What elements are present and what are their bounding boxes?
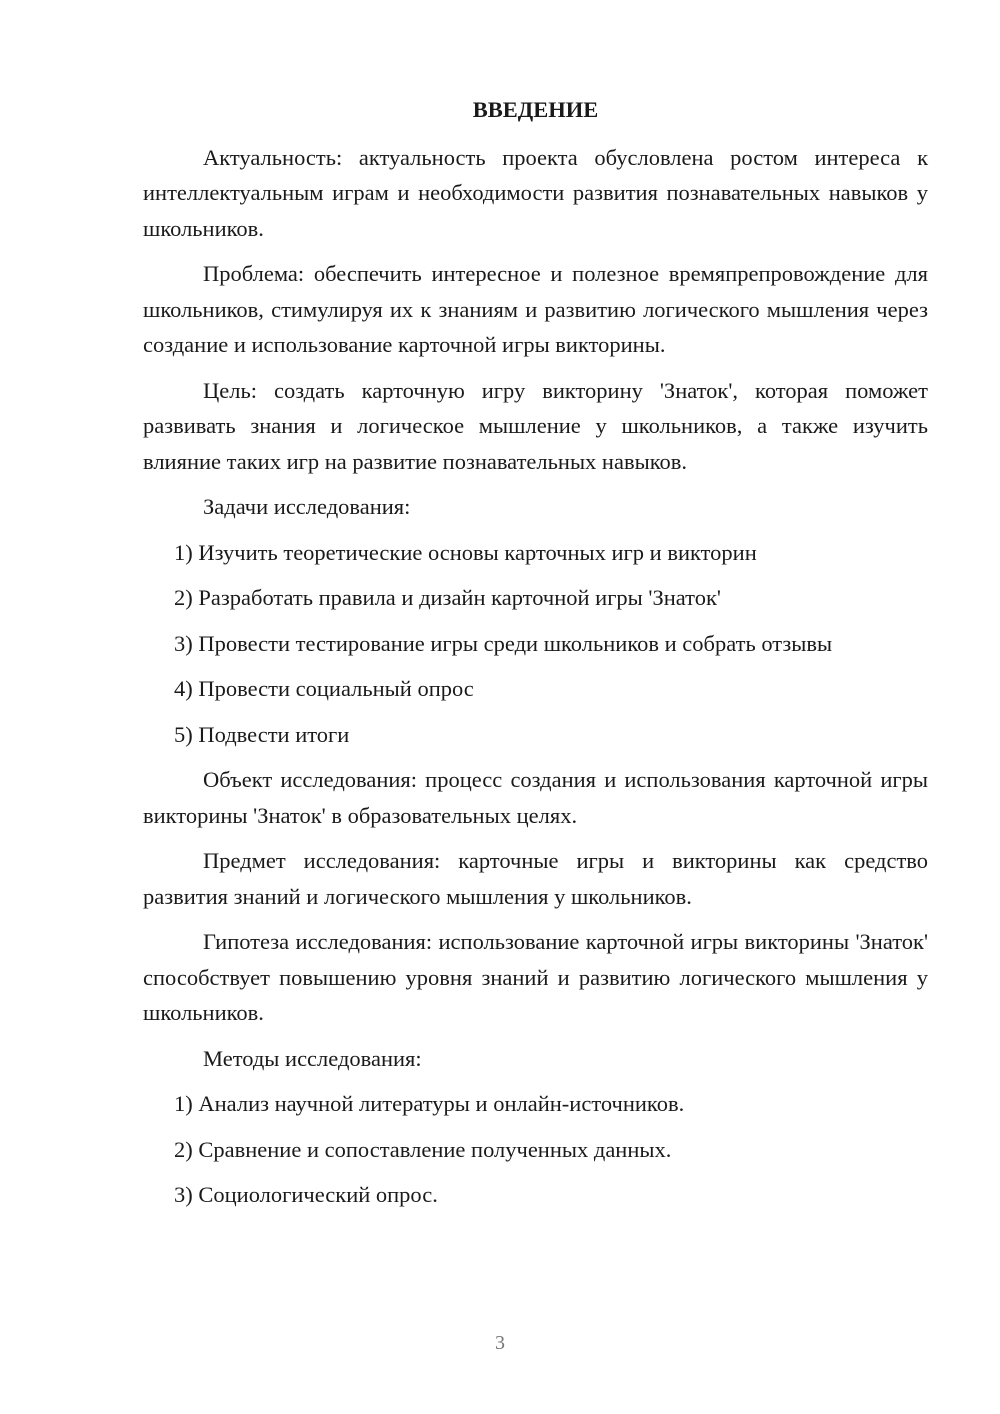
page-number: 3 bbox=[495, 1332, 505, 1354]
paragraph-problem: Проблема: обеспечить интересное и полезное времяпрепровождение для школьников, стимулируя их к знаниям и развитию логического мышления через создание и использование карточной игры викторины. bbox=[143, 261, 928, 357]
paragraph-relevance: Актуальность: актуальность проекта обусловлена ростом интереса к интеллектуальным играм и необходимости развития познавательных навыков у школьников. bbox=[143, 144, 928, 241]
methods-heading: Методы исследования: bbox=[203, 1045, 422, 1071]
methods-list bbox=[143, 1086, 928, 1213]
list-item: 2) Сравнение и сопоставление полученных данных. bbox=[174, 1136, 672, 1162]
list-item: 3) Социологический опрос. bbox=[174, 1182, 438, 1207]
tasks-heading: Задачи исследования: bbox=[203, 494, 411, 519]
tasks-list bbox=[143, 535, 928, 753]
paragraph-object: Объект исследования: процесс создания и использования карточной игры викторины 'Знаток' в образовательных целях. bbox=[143, 767, 928, 828]
list-item: 1) Изучить теоретические основы карточных игр и викторин bbox=[174, 539, 757, 565]
list-item: 5) Подвести итоги bbox=[174, 721, 350, 747]
paragraph-subject: Предмет исследования: карточные игры и викторины как средство развития знаний и логического мышления у школьников. bbox=[143, 848, 928, 909]
list-item: 4) Провести социальный опрос bbox=[174, 676, 474, 701]
paragraph-hypothesis: Гипотеза исследования: использование карточной игры викторины 'Знаток' способствует повышению уровня знаний и развитию логического мышления у школьников. bbox=[143, 929, 928, 1025]
page-content bbox=[143, 92, 928, 1223]
paragraph-goal: Цель: создать карточную игру викторину 'Знаток', которая поможет развивать знания и логическое мышление у школьников, а также изучить влияние таких игр на развитие познавательных навыков. bbox=[143, 377, 928, 474]
list-item: 3) Провести тестирование игры среди школьников и собрать отзывы bbox=[174, 630, 833, 656]
section-title: ВВЕДЕНИЕ bbox=[472, 97, 599, 122]
list-item: 2) Разработать правила и дизайн карточной игры 'Знаток' bbox=[174, 585, 721, 610]
list-item: 1) Анализ научной литературы и онлайн-источников. bbox=[174, 1091, 685, 1116]
